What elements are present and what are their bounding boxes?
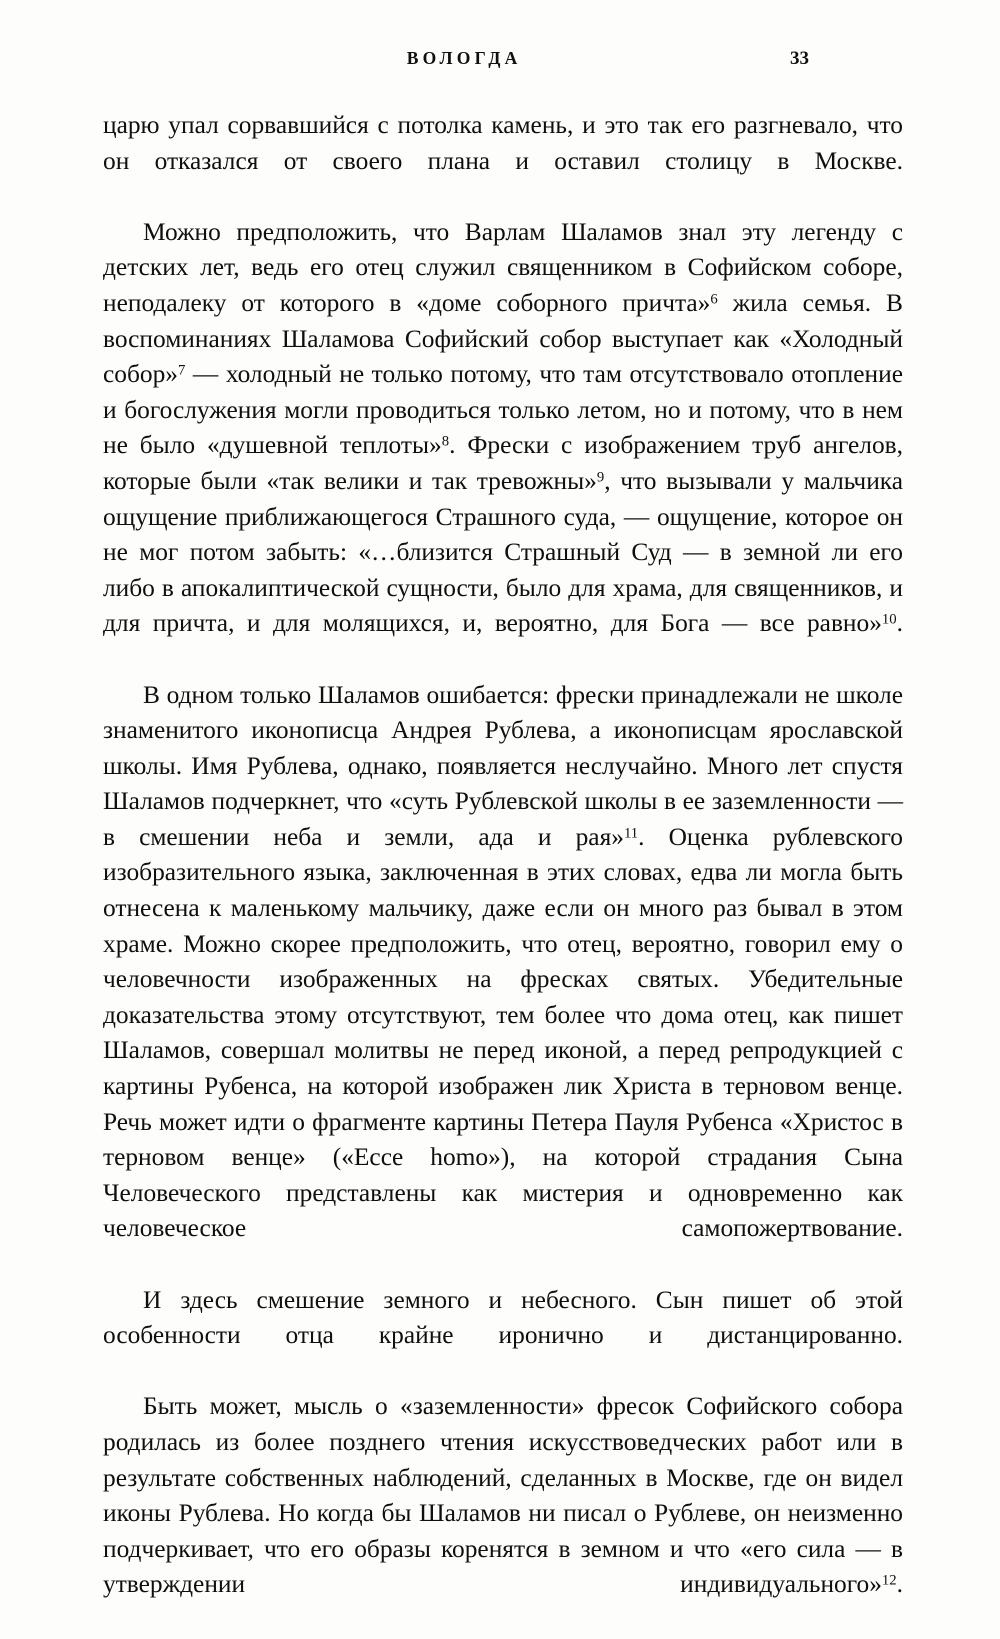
footnote-ref-11[interactable]: 11 [623,825,639,842]
footnote-ref-8[interactable]: 8 [441,433,450,450]
body-text-block [103,108,903,1639]
paragraph-5 [103,1389,903,1638]
paragraph-4-text: И здесь смешение земного и небесного. Сын пишет об этой особенности отца крайне иронично и дистанцированно. [103,1285,903,1350]
paragraph-1-text: царю упал сорвавшийся с потолка камень, и это так его разгневало, что он отказался от своего плана и оставил столицу в Москве. [103,111,903,175]
footnote-ref-10[interactable]: 10 [881,611,897,628]
paragraph-3-text-a: В одном только Шаламов ошибается: фрески принадлежали не школе знаменитого иконописца Андрея Рублева, а иконописцам ярославской школы. Имя Рублева, однако, появляется неслучайно. Много лет спустя Шаламов подчеркнет, что «суть Рублевской школы в ее заземленности — в смешении неба и земли, ада и рая» [103,680,903,851]
footnote-ref-6[interactable]: 6 [710,291,718,308]
running-head [103,48,821,78]
footnote-ref-7[interactable]: 7 [177,362,186,379]
paragraph-2-text-d: . Фрески с изображением труб ангелов, которые были «так велики и так тревожны» [103,431,904,495]
paragraph-1 [103,108,903,215]
paragraph-2-text-c: — холодный не только потому, что там отсутствовало отопление и богослужения могли проводиться только летом, но и потому, что в нем не было «душевной теплоты» [103,360,903,460]
paragraph-2-text-f: . [896,609,903,638]
running-head-title: ВОЛОГДА [406,48,522,68]
footnote-ref-12[interactable]: 12 [881,1572,897,1589]
paragraph-2-text-e: , что вызывали у мальчика ощущение приближающегося Страшного суда, — ощущение, которое он не мог потом забыть: «…близится Страшный Суд — в земной ли его либо в апокалиптической сущности, было для храма, для священников, и для причта, и для молящихся, и, вероятно, для Бога — все равно» [103,466,903,638]
paragraph-2 [103,215,903,678]
footnote-ref-9[interactable]: 9 [596,469,605,486]
paragraph-4 [103,1283,903,1390]
paragraph-2-text-a: Можно предположить, что Варлам Шаламов знал эту легенду с детских лет, ведь его отец служил священником в Софийском соборе, неподалеку от которого в «доме соборного причта» [103,217,903,317]
paragraph-3 [103,678,903,1283]
paragraph-5-text-b: . [896,1570,903,1599]
paragraph-2-text-b: жила семья. В воспоминаниях Шаламова Софийский собор выступает как «Холодный собор» [103,288,903,389]
paragraph-3-text-b: . Оценка рублевского изобразительного языка, заключенная в этих словах, едва ли могла быть отнесена к маленькому мальчику, даже если он много раз бывал в этом храме. Можно скорее предположить, что отец, вероятно, говорил ему о человечности изображенных на фресках святых. Убедительные доказательства этому отсутствуют, тем более что дома отец, как пишет Шаламов, совершал молитвы не перед иконой, а перед репродукцией с картины Рубенса, на которой изображен лик Христа в терновом венце. Речь может идти о фрагменте картины Петера Пауля Рубенса «Христос в терновом венце» («Ecce homo»), на которой страдания Сына Человеческого представлены как мистерия и одновременно как человеческое самопожертвование. [103,822,903,1243]
page-number: 33 [790,48,809,69]
paragraph-5-text-a: Быть может, мысль о «заземленности» фресок Софийского собора родилась из более позднего чтения искусствоведческих работ или в результате собственных наблюдений, сделанных в Москве, где он видел иконы Рублева. Но когда бы Шаламов ни писал о Рублеве, он неизменно подчеркивает, что его образы коренятся в земном и что «его сила — в утверждении индивидуального» [103,1392,903,1599]
